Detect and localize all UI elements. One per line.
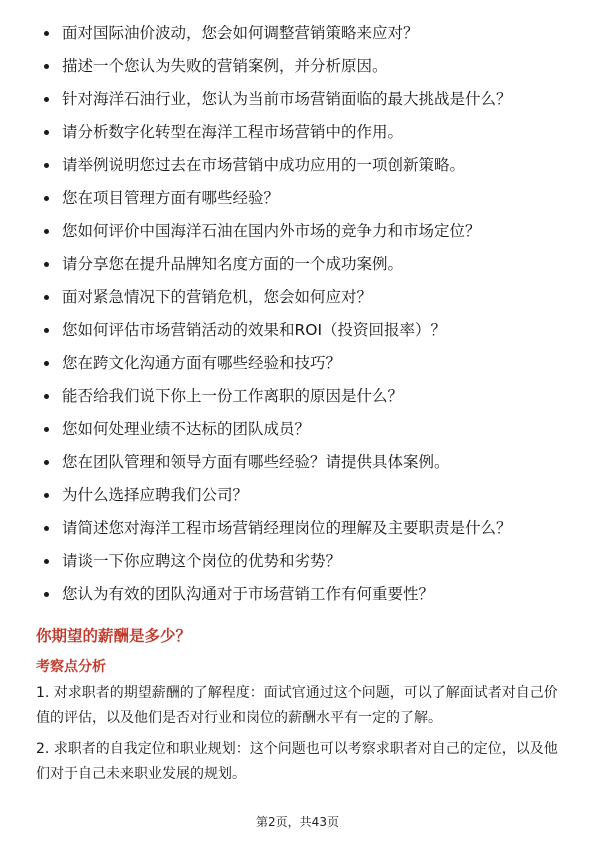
bullet-icon <box>44 31 49 36</box>
question-text: 您在跨文化沟通方面有哪些经验和技巧？ <box>62 354 342 372</box>
bullet-icon <box>44 328 49 333</box>
question-text: 您如何处理业绩不达标的团队成员？ <box>62 420 311 438</box>
question-list <box>40 22 560 616</box>
bullet-icon <box>44 394 49 399</box>
bullet-icon <box>44 295 49 300</box>
list-item <box>40 352 560 374</box>
question-text: 请分析数字化转型在海洋工程市场营销中的作用。 <box>62 123 404 141</box>
question-text: 您如何评估市场营销活动的效果和ROI（投资回报率）？ <box>62 321 447 339</box>
list-item <box>40 187 560 209</box>
list-item <box>40 517 560 539</box>
question-text: 请简述您对海洋工程市场营销经理岗位的理解及主要职责是什么？ <box>62 519 512 537</box>
bullet-icon <box>44 229 49 234</box>
question-text: 描述一个您认为失败的营销案例，并分析原因。 <box>62 57 388 75</box>
bullet-icon <box>44 361 49 366</box>
bullet-icon <box>44 163 49 168</box>
list-item <box>40 583 560 605</box>
bullet-icon <box>44 460 49 465</box>
list-item <box>40 484 560 506</box>
list-item <box>40 286 560 308</box>
bullet-icon <box>44 493 49 498</box>
question-text: 针对海洋石油行业，您认为当前市场营销面临的最大挑战是什么？ <box>62 90 512 108</box>
question-text: 能否给我们说下你上一份工作离职的原因是什么？ <box>62 387 404 405</box>
analysis-point: 1. 对求职者的期望薪酬的了解程度：面试官通过这个问题，可以了解面试者对自己价值的评估，以及他们是否对行业和岗位的薪酬水平有一定的了解。 <box>36 685 558 726</box>
question-text: 为什么选择应聘我们公司？ <box>62 486 249 504</box>
bullet-icon <box>44 526 49 531</box>
list-item <box>40 154 560 176</box>
list-item <box>40 22 560 44</box>
list-item <box>40 385 560 407</box>
analysis-point: 2. 求职者的自我定位和职业规划：这个问题也可以考察求职者对自己的定位，以及他们对于自己未来职业发展的规划。 <box>36 741 558 782</box>
bullet-icon <box>44 130 49 135</box>
question-text: 面对紧急情况下的营销危机，您会如何应对？ <box>62 288 373 306</box>
section-heading: 你期望的薪酬是多少？ <box>36 627 192 645</box>
list-item <box>40 418 560 440</box>
list-item <box>40 220 560 242</box>
question-text: 请分享您在提升品牌知名度方面的一个成功案例。 <box>62 255 404 273</box>
list-item <box>40 550 560 572</box>
bullet-icon <box>44 97 49 102</box>
list-item <box>40 319 560 341</box>
question-text: 您如何评价中国海洋石油在国内外市场的竞争力和市场定位？ <box>62 222 481 240</box>
list-item <box>40 451 560 473</box>
analysis-subheading: 考察点分析 <box>36 659 106 675</box>
bullet-icon <box>44 592 49 597</box>
bullet-icon <box>44 262 49 267</box>
list-item <box>40 253 560 275</box>
question-text: 请谈一下你应聘这个岗位的优势和劣势？ <box>62 552 342 570</box>
bullet-icon <box>44 196 49 201</box>
list-item <box>40 88 560 110</box>
question-text: 您在团队管理和领导方面有哪些经验？请提供具体案例。 <box>62 453 450 471</box>
bullet-icon <box>44 64 49 69</box>
analysis-body <box>36 681 566 793</box>
bullet-icon <box>44 427 49 432</box>
page-number: 第2页，共43页 <box>256 815 339 829</box>
question-text: 您认为有效的团队沟通对于市场营销工作有何重要性？ <box>62 585 435 603</box>
list-item <box>40 55 560 77</box>
question-text: 请举例说明您过去在市场营销中成功应用的一项创新策略。 <box>62 156 466 174</box>
question-text: 您在项目管理方面有哪些经验？ <box>62 189 280 207</box>
question-text: 面对国际油价波动，您会如何调整营销策略来应对？ <box>62 24 419 42</box>
list-item <box>40 121 560 143</box>
bullet-icon <box>44 559 49 564</box>
